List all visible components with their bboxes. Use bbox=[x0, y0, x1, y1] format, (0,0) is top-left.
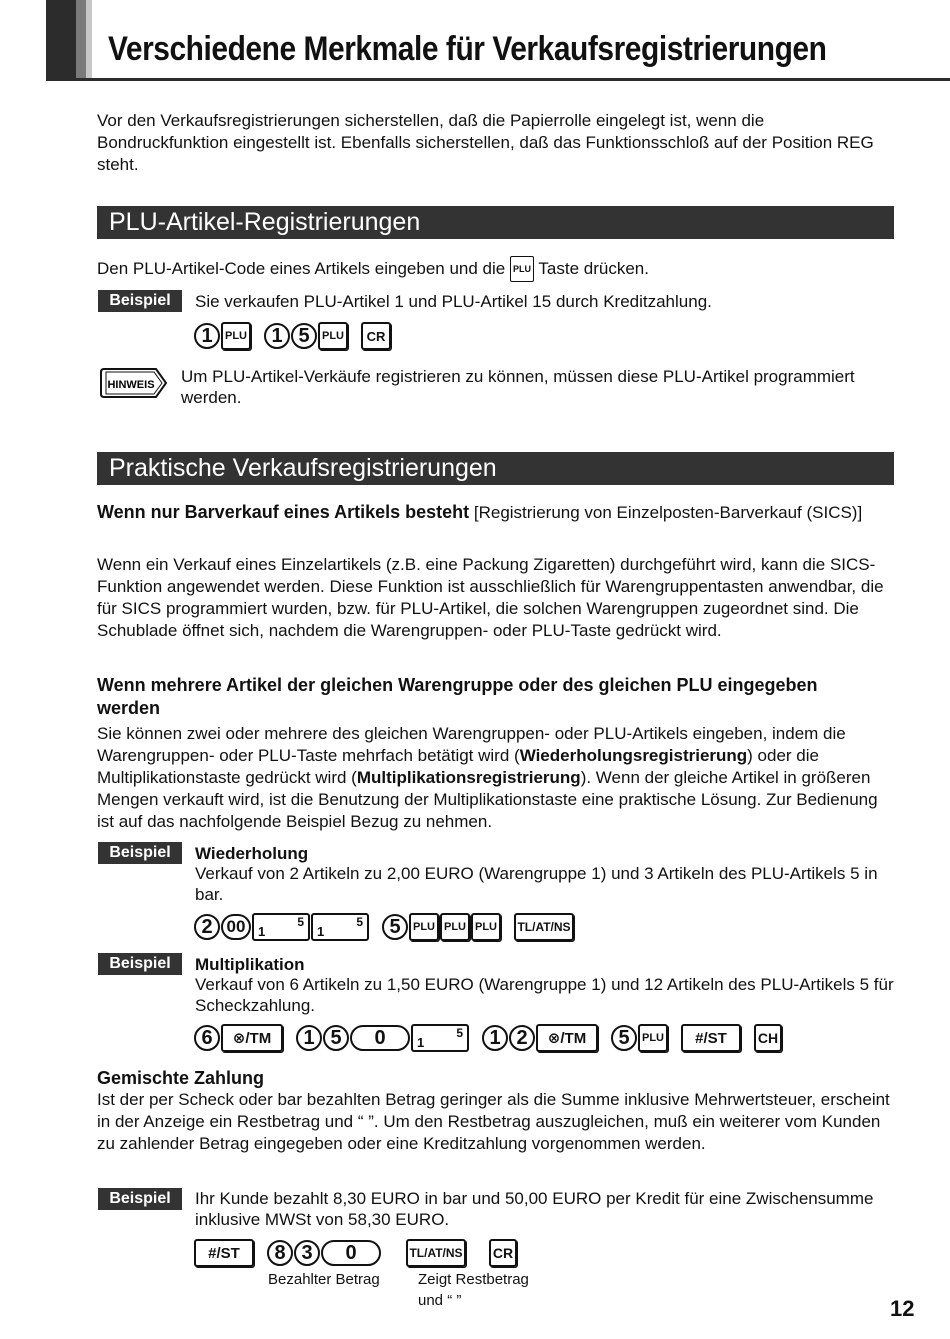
sics-heading bbox=[97, 501, 887, 524]
plu-instruction-before: Den PLU-Artikel-Code eines Artikels eingeben und die bbox=[97, 259, 506, 278]
hinweis-icon bbox=[100, 366, 168, 400]
key-00: 00 bbox=[221, 914, 251, 940]
subtotal-key: #/ST bbox=[681, 1024, 741, 1052]
hinweis-text: Um PLU-Artikel-Verkäufe registrieren zu können, müssen diese PLU-Artikel programmiert werden. bbox=[181, 367, 855, 407]
multi-text-part3: ). Wenn der gleiche Artikel in größeren Mengen verkauft wird, ist die Benutzung der Multiplikationstaste eine praktische Lösung. Zur Bedienung ist auf das nachfolgende Beispiel Bezug zu nehmen. bbox=[97, 768, 878, 831]
key-5: 5 bbox=[382, 914, 408, 940]
key-3: 3 bbox=[294, 1240, 320, 1266]
cr-key: CR bbox=[489, 1239, 517, 1267]
title-bar-accent bbox=[46, 0, 76, 80]
multi-text-part2: ) oder die Multiplikationstaste gedrückt wird ( bbox=[97, 746, 819, 787]
practical-section-title: Praktische Verkaufsregistrierungen bbox=[97, 452, 894, 485]
title-bar-accent-light bbox=[86, 0, 92, 80]
mixed-heading: Gemischte Zahlung bbox=[97, 1068, 265, 1088]
dept-key: 5 1 bbox=[252, 913, 310, 941]
plu-instruction-after: Taste drücken. bbox=[538, 259, 649, 278]
subtotal-key: #/ST bbox=[194, 1239, 254, 1267]
plu-key: PLU bbox=[471, 913, 501, 941]
example-badge: Beispiel bbox=[98, 1188, 182, 1210]
ex3-text: Ihr Kunde bezahlt 8,30 EURO in bar und 50,00 EURO per Kredit für eine Zwischensumme inklusive MWSt von 58,30 EURO. bbox=[195, 1189, 874, 1229]
page-title: Verschiedene Merkmale für Verkaufsregistrierungen bbox=[108, 30, 827, 68]
caption-rest-amount: Zeigt Restbetrag bbox=[418, 1271, 529, 1288]
ex2-title: Multiplikation bbox=[195, 955, 305, 974]
key-5: 5 bbox=[323, 1025, 349, 1051]
key-1: 1 bbox=[296, 1025, 322, 1051]
plu-key: PLU bbox=[409, 913, 439, 941]
plu-key: PLU bbox=[318, 322, 348, 350]
caption-paid-amount: Bezahlter Betrag bbox=[268, 1271, 380, 1288]
ex2-text: Verkauf von 6 Artikeln zu 1,50 EURO (Warengruppe 1) und 12 Artikeln des PLU-Artikels 5 für Scheckzahlung. bbox=[195, 975, 894, 1015]
key-5: 5 bbox=[291, 323, 317, 349]
sics-heading-normal: [Registrierung von Einzelposten-Barverkauf (SICS)] bbox=[473, 503, 863, 522]
ex2-key-sequence bbox=[194, 1023, 783, 1053]
title-bar-accent-mid bbox=[76, 0, 86, 80]
dept-key: 5 1 bbox=[411, 1024, 469, 1052]
plu-key: PLU bbox=[638, 1024, 668, 1052]
ex1-key-sequence bbox=[194, 912, 575, 942]
multi-heading: Wenn mehrere Artikel der gleichen Warengruppe oder des gleichen PLU eingegeben werden bbox=[97, 675, 818, 718]
example-badge: Beispiel bbox=[98, 953, 182, 975]
title-rule bbox=[46, 78, 950, 81]
multi-text-bold1: Wiederholungsregistrierung bbox=[519, 746, 748, 765]
page-number: 12 bbox=[890, 1296, 915, 1321]
hinweis-label: HINWEIS bbox=[107, 379, 155, 391]
intro-paragraph: Vor den Verkaufsregistrierungen sicherstellen, daß die Papierrolle eingelegt ist, wenn die Bondruckfunktion eingestellt ist. Ebenfalls sicherstellen, daß das Funktionsschloß auf der Position REG steht. bbox=[97, 111, 874, 174]
key-6: 6 bbox=[194, 1025, 220, 1051]
total-key: TL/AT/NS bbox=[406, 1239, 466, 1267]
ex1-text: Verkauf von 2 Artikeln zu 2,00 EURO (Warengruppe 1) und 3 Artikeln des PLU-Artikels 5 in bar. bbox=[195, 864, 878, 904]
plu-key: PLU bbox=[440, 913, 470, 941]
multi-text bbox=[97, 723, 897, 833]
cr-key: CR bbox=[361, 322, 391, 350]
multiply-key: ⊗/TM bbox=[221, 1024, 283, 1052]
multi-text-part1: Sie können zwei oder mehrere des gleichen Warengruppen- oder PLU-Artikels eingeben, indem die Warengruppen- oder PLU-Taste mehrfach betätigt wird ( bbox=[97, 724, 846, 765]
key-1: 1 bbox=[264, 323, 290, 349]
plu-section-title: PLU-Artikel-Registrierungen bbox=[97, 206, 894, 239]
plu-instruction bbox=[97, 256, 897, 282]
key-0: 0 bbox=[350, 1025, 410, 1051]
plu-key-sequence bbox=[194, 321, 392, 351]
ex3-key-sequence bbox=[194, 1238, 518, 1268]
caption-rest-symbol: und “ ” bbox=[418, 1292, 462, 1309]
key-8: 8 bbox=[267, 1240, 293, 1266]
sics-text: Wenn ein Verkauf eines Einzelartikels (z.B. eine Packung Zigaretten) durchgeführt wird, kann die SICS-Funktion angewendet werden. Diese Funktion ist ausschließlich für Warengruppentasten anwendbar, die für SICS programmiert wurden, bzw. für PLU-Artikel, die solchen Warengruppen zugeordnet sind. Die Schublade öffnet sich, nachdem die Warengruppen- oder PLU-Taste gedrückt wird. bbox=[97, 555, 884, 640]
plu-key-inline: PLU bbox=[510, 256, 534, 282]
plu-example-text: Sie verkaufen PLU-Artikel 1 und PLU-Artikel 15 durch Kreditzahlung. bbox=[195, 292, 712, 311]
key-0: 0 bbox=[321, 1240, 381, 1266]
multi-text-bold2: Multiplikationsregistrierung bbox=[356, 768, 581, 787]
multiply-key: ⊗/TM bbox=[536, 1024, 598, 1052]
example-badge: Beispiel bbox=[98, 290, 182, 312]
dept-key: 5 1 bbox=[311, 913, 369, 941]
key-1: 1 bbox=[194, 323, 220, 349]
sics-heading-bold: Wenn nur Barverkauf eines Artikels besteht bbox=[97, 502, 470, 522]
key-2: 2 bbox=[509, 1025, 535, 1051]
key-2: 2 bbox=[194, 914, 220, 940]
check-key: CH bbox=[754, 1024, 782, 1052]
total-key: TL/AT/NS bbox=[514, 913, 574, 941]
plu-key: PLU bbox=[221, 322, 251, 350]
key-5: 5 bbox=[611, 1025, 637, 1051]
example-badge: Beispiel bbox=[98, 842, 182, 864]
key-1: 1 bbox=[482, 1025, 508, 1051]
ex1-title: Wiederholung bbox=[195, 844, 309, 863]
mixed-text: Ist der per Scheck oder bar bezahlten Betrag geringer als die Summe inklusive Mehrwertsteuer, erscheint in der Anzeige ein Restbetrag und “ ”. Um den Restbetrag auszugleichen, muß ein weiterer vom Kunden zu zahlender Betrag eingegeben oder eine Kreditzahlung vorgenommen werden. bbox=[97, 1090, 890, 1153]
